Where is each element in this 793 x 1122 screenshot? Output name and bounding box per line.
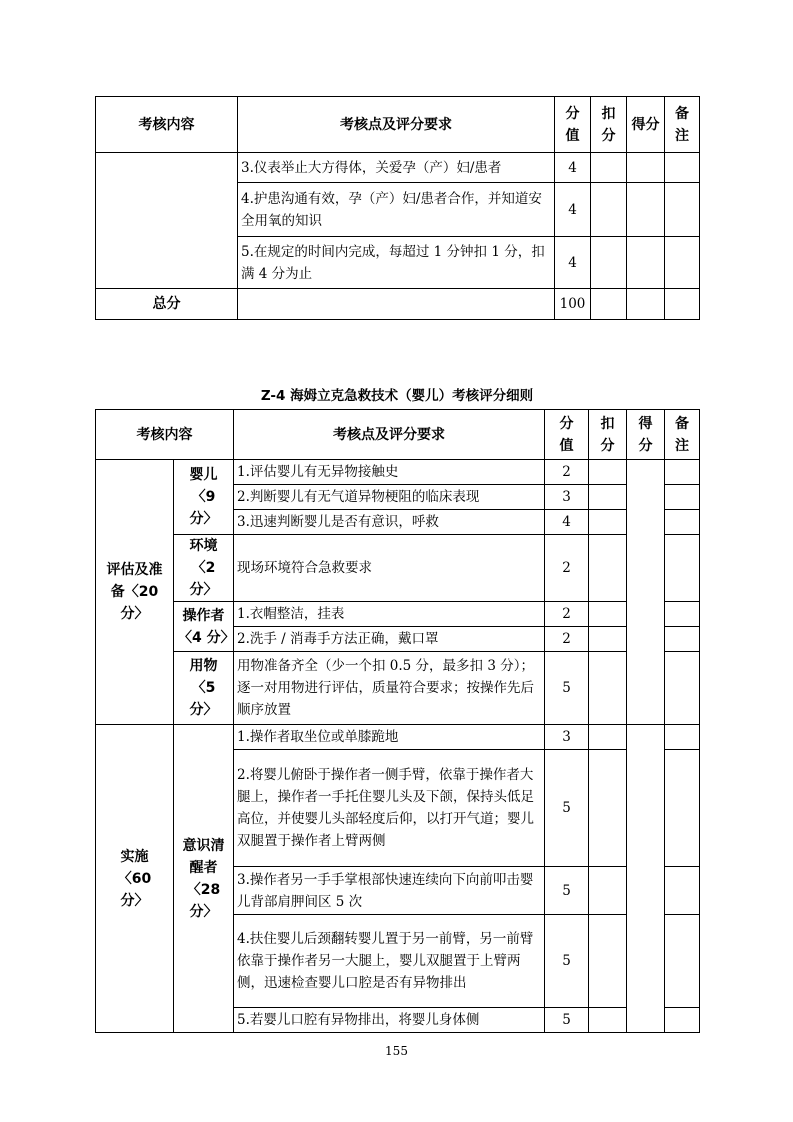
item-text: 3.仪表举止大方得体，关爱孕（产）妇/患者 — [238, 153, 555, 183]
header-deduct: 扣分 — [591, 97, 627, 153]
remark-cell — [665, 183, 700, 237]
remark-cell — [665, 485, 700, 510]
table-row — [96, 153, 700, 183]
item-score: 4 — [555, 183, 591, 237]
item-score: 5 — [545, 652, 589, 725]
header-score: 分值 — [555, 97, 591, 153]
deduct-cell — [589, 627, 627, 652]
total-score: 100 — [555, 289, 591, 320]
item-text: 5.在规定的时间内完成，每超过 1 分钟扣 1 分，扣满 4 分为止 — [238, 237, 555, 289]
table-row — [96, 652, 700, 725]
item-text: 2.洗手 / 消毒手方法正确，戴口罩 — [234, 627, 545, 652]
got-cell — [627, 460, 665, 725]
remark-cell — [665, 289, 700, 320]
deduct-cell — [589, 915, 627, 1008]
table-row — [96, 602, 700, 627]
group-label-supplies: 用物〈5 分〉 — [174, 652, 234, 725]
item-score: 2 — [545, 460, 589, 485]
table-title: Z-4 海姆立克急救技术（婴儿）考核评分细则 — [260, 388, 534, 404]
item-text: 2.将婴儿俯卧于操作者一侧手臂，依靠于操作者大腿上，操作者一手托住婴儿头及下颌，保持头低足高位，并使婴儿头部轻度后仰，以打开气道；婴儿双腿置于操作者上臂两侧 — [234, 750, 545, 867]
remark-cell — [665, 915, 700, 1008]
group-label-environment: 环境〈2 分〉 — [174, 535, 234, 602]
group-label-conscious: 意识清醒者〈28 分〉 — [174, 725, 234, 1033]
item-text: 1.衣帽整洁，挂表 — [234, 602, 545, 627]
item-text: 1.操作者取坐位或单膝跪地 — [234, 725, 545, 750]
deduct-cell — [591, 153, 627, 183]
table-header-row — [96, 410, 700, 460]
total-empty — [238, 289, 555, 320]
deduct-cell — [589, 485, 627, 510]
section-label-implementation: 实施〈60 分〉 — [96, 725, 174, 1033]
remark-cell — [665, 510, 700, 535]
table-row — [96, 725, 700, 750]
table-header-row — [96, 97, 700, 153]
got-cell — [627, 153, 665, 183]
item-score: 3 — [545, 485, 589, 510]
header-remark: 备注 — [665, 97, 700, 153]
group-label-operator: 操作者〈4 分〉 — [174, 602, 234, 652]
header-got: 得分 — [627, 410, 665, 460]
item-score: 4 — [555, 153, 591, 183]
item-score: 5 — [545, 1008, 589, 1033]
remark-cell — [665, 652, 700, 725]
deduct-cell — [591, 289, 627, 320]
item-text: 1.评估婴儿有无异物接触史 — [234, 460, 545, 485]
item-text: 用物准备齐全（少一个扣 0.5 分，最多扣 3 分）；逐一对用物进行评估，质量符合要求；按操作先后顺序放置 — [234, 652, 545, 725]
remark-cell — [665, 627, 700, 652]
item-score: 5 — [545, 915, 589, 1008]
header-points: 考核点及评分要求 — [234, 410, 545, 460]
header-score: 分值 — [545, 410, 589, 460]
item-score: 4 — [555, 237, 591, 289]
item-text: 现场环境符合急救要求 — [234, 535, 545, 602]
item-text: 4.扶住婴儿后颈翻转婴儿置于另一前臂，另一前臂依靠于操作者另一大腿上，婴儿双腿置于上臂两侧，迅速检查婴儿口腔是否有异物排出 — [234, 915, 545, 1008]
got-cell — [627, 183, 665, 237]
content-cell-empty — [96, 153, 238, 289]
remark-cell — [665, 867, 700, 915]
header-content: 考核内容 — [96, 97, 238, 153]
item-text: 5.若婴儿口腔有异物排出，将婴儿身体侧 — [234, 1008, 545, 1033]
deduct-cell — [589, 750, 627, 867]
item-text: 4.护患沟通有效，孕（产）妇/患者合作，并知道安全用氧的知识 — [238, 183, 555, 237]
table-row — [96, 535, 700, 602]
item-text: 3.操作者另一手手掌根部快速连续向下向前叩击婴儿背部肩胛间区 5 次 — [234, 867, 545, 915]
remark-cell — [665, 153, 700, 183]
item-score: 5 — [545, 750, 589, 867]
got-cell — [627, 289, 665, 320]
deduct-cell — [589, 867, 627, 915]
deduct-cell — [591, 237, 627, 289]
remark-cell — [665, 535, 700, 602]
item-score: 2 — [545, 602, 589, 627]
remark-cell — [665, 725, 700, 750]
scoring-table-continued — [95, 96, 700, 320]
got-cell — [627, 237, 665, 289]
group-label-infant: 婴儿〈9 分〉 — [174, 460, 234, 535]
deduct-cell — [589, 652, 627, 725]
item-score: 2 — [545, 627, 589, 652]
header-deduct: 扣分 — [589, 410, 627, 460]
page-number: 155 — [385, 1044, 408, 1058]
got-cell — [627, 725, 665, 1033]
item-score: 3 — [545, 725, 589, 750]
deduct-cell — [589, 725, 627, 750]
total-label: 总分 — [96, 289, 238, 320]
remark-cell — [665, 750, 700, 867]
remark-cell — [665, 237, 700, 289]
deduct-cell — [589, 510, 627, 535]
deduct-cell — [589, 602, 627, 627]
deduct-cell — [589, 535, 627, 602]
remark-cell — [665, 602, 700, 627]
total-row — [96, 289, 700, 320]
item-text: 3.迅速判断婴儿是否有意识，呼救 — [234, 510, 545, 535]
item-score: 2 — [545, 535, 589, 602]
item-score: 5 — [545, 867, 589, 915]
header-got: 得分 — [627, 97, 665, 153]
header-remark: 备注 — [665, 410, 700, 460]
remark-cell — [665, 460, 700, 485]
header-points: 考核点及评分要求 — [238, 97, 555, 153]
header-content: 考核内容 — [96, 410, 234, 460]
remark-cell — [665, 1008, 700, 1033]
deduct-cell — [589, 1008, 627, 1033]
scoring-table-infant-heimlich — [95, 409, 700, 1033]
table-row — [96, 460, 700, 485]
section-label-assessment: 评估及准备〈20 分〉 — [96, 460, 174, 725]
deduct-cell — [589, 460, 627, 485]
item-text: 2.判断婴儿有无气道异物梗阻的临床表现 — [234, 485, 545, 510]
item-score: 4 — [545, 510, 589, 535]
deduct-cell — [591, 183, 627, 237]
